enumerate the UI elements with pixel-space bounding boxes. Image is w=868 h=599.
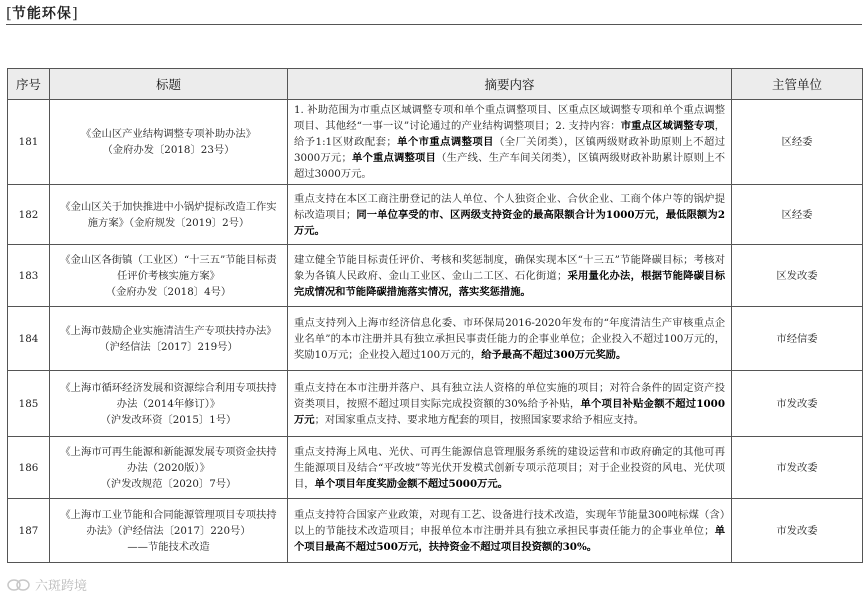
summary-text: ；对国家重点支持、要求地方配套的项目，按照国家要求给予相应支持。 (314, 413, 645, 426)
row-title-line: 《金山区产业结构调整专项补助办法》 (80, 128, 257, 140)
summary-bold-text: 单个项目最高不超过500万元，扶持资金不超过项目投资额的30%。 (294, 524, 726, 553)
row-unit: 市发改委 (732, 437, 863, 499)
row-number: 185 (8, 371, 50, 437)
summary-bold-text: 单个项目补贴金额不超过1000万元 (294, 397, 725, 426)
row-unit: 区发改委 (732, 245, 863, 307)
row-number: 181 (8, 100, 50, 185)
summary-bold-text: 同一单位享受的市、区两级支持资金的最高限额合计为1000万元，最低限额为2万元。 (294, 208, 725, 237)
summary-bold-text: 给予最高不超过300万元奖励。 (481, 348, 627, 361)
col-header-unit: 主管单位 (732, 69, 863, 100)
row-title (50, 100, 288, 185)
row-title-line: （金府办发〔2018〕4号） (105, 285, 232, 298)
row-title-line: ——节能技术改造 (127, 540, 210, 553)
row-title-line: （沪发改环资〔2015〕1号） (100, 413, 237, 426)
watermark (6, 575, 87, 594)
table-row (8, 499, 863, 563)
col-header-summary: 摘要内容 (288, 69, 732, 100)
row-number: 183 (8, 245, 50, 307)
summary-bold-text: 单个市重点调整项目 (396, 136, 494, 148)
row-title-line: （金府办发〔2018〕23号） (102, 144, 235, 156)
row-summary (288, 371, 732, 437)
row-summary (288, 499, 732, 563)
section-title: 节能环保 (11, 6, 72, 22)
row-title (50, 245, 288, 307)
header-rule (6, 24, 862, 25)
row-summary (288, 100, 732, 185)
row-summary (288, 307, 732, 371)
table-row (8, 245, 863, 307)
row-summary (288, 185, 732, 245)
summary-text: 建立健全节能目标责任评价、考核和奖惩制度，确保实现本区“十三五”节能降碳目标；考核对象为各镇人民政府、金山工业区、金山二工区、石化街道； (294, 253, 725, 282)
row-unit: 区经委 (732, 100, 863, 185)
col-header-title: 标题 (50, 69, 288, 100)
row-title-line: 《上海市鼓励企业实施清洁生产专项扶持办法》（沪经信法〔2017〕219号） (60, 324, 277, 353)
summary-text: ，给予1:1区财政配套； (294, 120, 726, 148)
row-title-line: 《金山区各街镇（工业区）“十三五”节能目标责任评价考核实施方案》 (60, 253, 277, 282)
row-unit: 市发改委 (732, 499, 863, 563)
row-number: 182 (8, 185, 50, 245)
summary-text: 1. 补助范围为市重点区域调整专项和单个重点调整项目、区重点区域调整专项和单个重点调整项目、其他经“一事一议”讨论通过的产业结构调整项目；2. 支持内容： (294, 104, 725, 132)
row-unit: 市经信委 (732, 307, 863, 371)
summary-bold-text: 单个项目年度奖励金额不超过5000万元。 (314, 477, 509, 490)
summary-bold-text: 市重点区域调整专项 (620, 120, 715, 132)
table-header-row (8, 69, 863, 100)
row-title (50, 307, 288, 371)
row-title-line: （沪发改规范〔2020〕7号） (100, 477, 237, 490)
row-number: 184 (8, 307, 50, 371)
header-bracket-open: [ (6, 4, 12, 22)
summary-text: 重点支持海上风电、光伏、可再生能源信息管理服务系统的建设运营和市政府确定的其他可再生能源项目及结合“平改坡”等光伏开发模式创新专项示范项目；对于企业投资的风电、光伏项目， (294, 445, 725, 490)
table-row (8, 307, 863, 371)
row-title (50, 371, 288, 437)
row-title (50, 185, 288, 245)
row-title-line: 《上海市可再生能源和新能源发展专项资金扶持办法（2020版）》 (60, 445, 277, 474)
summary-bold-text: 单个重点调整项目 (351, 152, 437, 164)
table-row (8, 185, 863, 245)
row-unit: 市发改委 (732, 371, 863, 437)
row-title-line: 《上海市工业节能和合同能源管理项目专项扶持办法》（沪经信法〔2017〕220号） (60, 508, 277, 537)
policy-table (7, 68, 863, 563)
table-row (8, 437, 863, 499)
row-number: 186 (8, 437, 50, 499)
row-summary (288, 437, 732, 499)
row-title-line: 《上海市循环经济发展和资源综合利用专项扶持办法（2014年修订）》 (60, 381, 277, 410)
summary-text: （全厂关闭类），区镇两级财政补助原则上不超过3000万元； (294, 136, 726, 164)
watermark-logo-icon (6, 577, 32, 593)
header-bracket-close: ] (71, 4, 78, 22)
watermark-text: 六斑跨境 (35, 578, 88, 593)
col-header-num: 序号 (8, 69, 50, 100)
summary-bold-text: 采用量化办法，根据节能降碳目标完成情况和节能降碳措施落实情况，落实奖惩措施。 (294, 269, 726, 298)
summary-text: 重点支持符合国家产业政策，对现有工艺、设备进行技术改造，实现年节能量300吨标煤（含）以上的节能技术改造项目；申报单位本市注册并具有独立承担民事责任能力的企事业单位； (294, 508, 725, 537)
summary-text: 重点支持在本市注册并落户、具有独立法人资格的单位实施的项目；对符合条件的固定资产投资类项目，按照不超过项目实际完成投资额的30%给予补贴， (294, 381, 725, 410)
section-header (6, 3, 78, 23)
row-unit: 区经委 (732, 185, 863, 245)
row-title (50, 437, 288, 499)
row-number: 187 (8, 499, 50, 563)
table-row (8, 100, 863, 185)
summary-text: （生产线、生产车间关闭类），区镇两级财政补助累计原则上不超过3000万元。 (294, 152, 726, 180)
summary-text: 重点支持在本区工商注册登记的法人单位、个人独资企业、合伙企业、工商个体户等的锅炉提标改造项目； (294, 192, 725, 221)
row-summary (288, 245, 732, 307)
table-row (8, 371, 863, 437)
row-title (50, 499, 288, 563)
summary-text: 重点支持列入上海市经济信息化委、市环保局2016-2020年发布的“年度清洁生产审核重点企业名单”的本市注册并具有独立承担民事责任能力的企事业单位；企业投入不超过100万元的，奖励10万元；企业投入超过100万元的， (294, 316, 725, 361)
row-title-line: 《金山区关于加快推进中小锅炉提标改造工作实施方案》（金府规发〔2019〕2号） (60, 200, 277, 229)
